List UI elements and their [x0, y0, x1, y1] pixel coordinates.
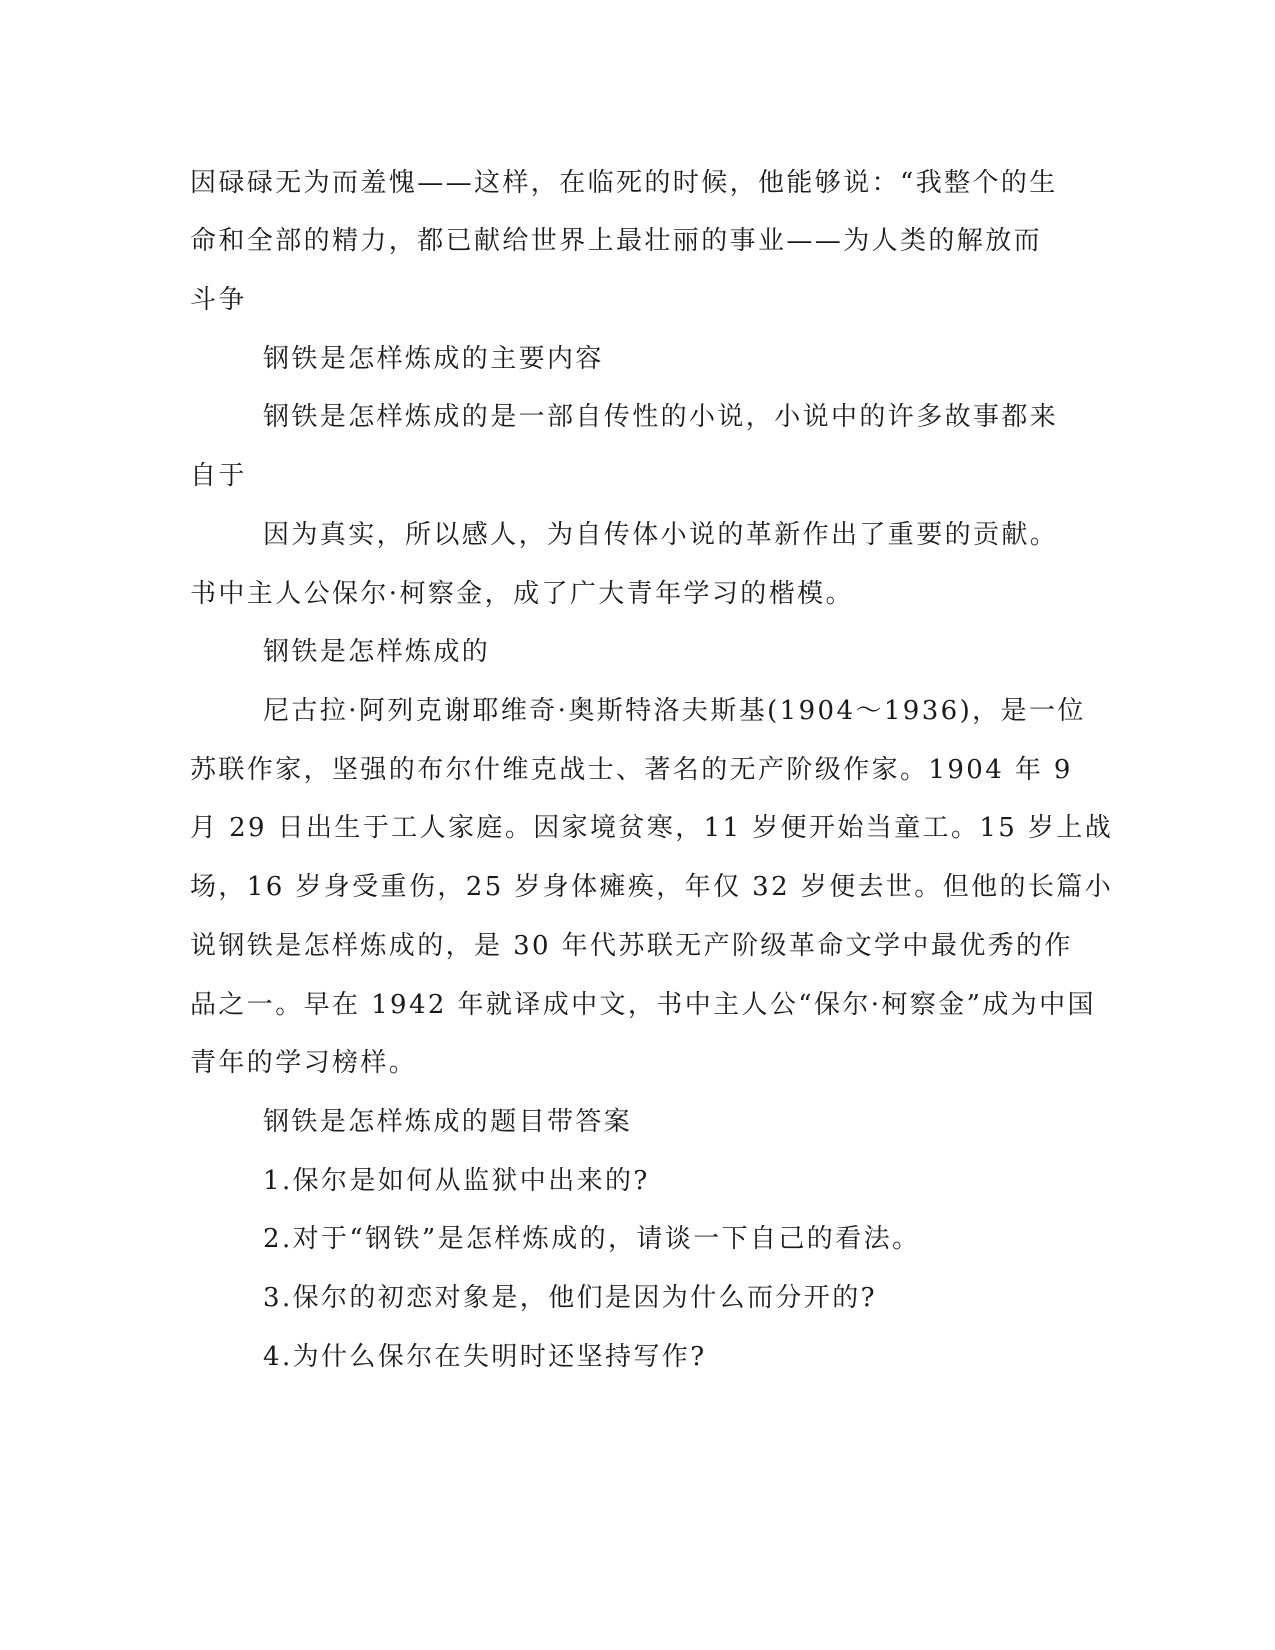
- text-line-8: 书中主人公保尔·柯察金，成了广大青年学习的楷模。: [190, 579, 854, 609]
- question-2: 2.对于“钢铁”是怎样炼成的，请谈一下自己的看法。: [263, 1224, 921, 1254]
- question-1: 1.保尔是如何从监狱中出来的?: [263, 1166, 650, 1196]
- text-line-6: 自于: [190, 461, 247, 491]
- text-line-12: 月 29 日出生于工人家庭。因家境贫寒，11 岁便开始当童工。15 岁上战: [190, 813, 1114, 843]
- text-line-13: 场，16 岁身受重伤，25 岁身体瘫痪，年仅 32 岁便去世。但他的长篇小: [190, 872, 1114, 902]
- text-line-3: 斗争: [190, 285, 247, 315]
- text-line-7: 因为真实，所以感人，为自传体小说的革新作出了重要的贡献。: [263, 520, 1059, 550]
- text-line-10: 尼古拉·阿列克谢耶维奇·奥斯特洛夫斯基(1904～1936)，是一位: [263, 696, 1086, 726]
- text-line-2: 命和全部的精力，都已献给世界上最壮丽的事业——为人类的解放而: [190, 226, 1043, 256]
- section-heading-questions: 钢铁是怎样炼成的题目带答案: [263, 1107, 633, 1137]
- question-3: 3.保尔的初恋对象是，他们是因为什么而分开的?: [263, 1283, 877, 1313]
- text-line-16: 青年的学习榜样。: [190, 1048, 418, 1078]
- text-line-5: 钢铁是怎样炼成的是一部自传性的小说，小说中的许多故事都来: [263, 402, 1059, 432]
- text-line-11: 苏联作家，坚强的布尔什维克战士、著名的无产阶级作家。1904 年 9: [190, 755, 1073, 785]
- text-line-1: 因碌碌无为而羞愧——这样，在临死的时候，他能够说：“我整个的生: [190, 168, 1058, 198]
- text-line-15: 品之一。早在 1942 年就译成中文，书中主人公“保尔·柯察金”成为中国: [190, 990, 1096, 1020]
- text-line-14: 说钢铁是怎样炼成的，是 30 年代苏联无产阶级革命文学中最优秀的作: [190, 931, 1073, 961]
- question-4: 4.为什么保尔在失明时还坚持写作?: [263, 1342, 707, 1372]
- section-heading-book-title: 钢铁是怎样炼成的: [263, 637, 491, 667]
- section-heading-main-content: 钢铁是怎样炼成的主要内容: [263, 344, 604, 374]
